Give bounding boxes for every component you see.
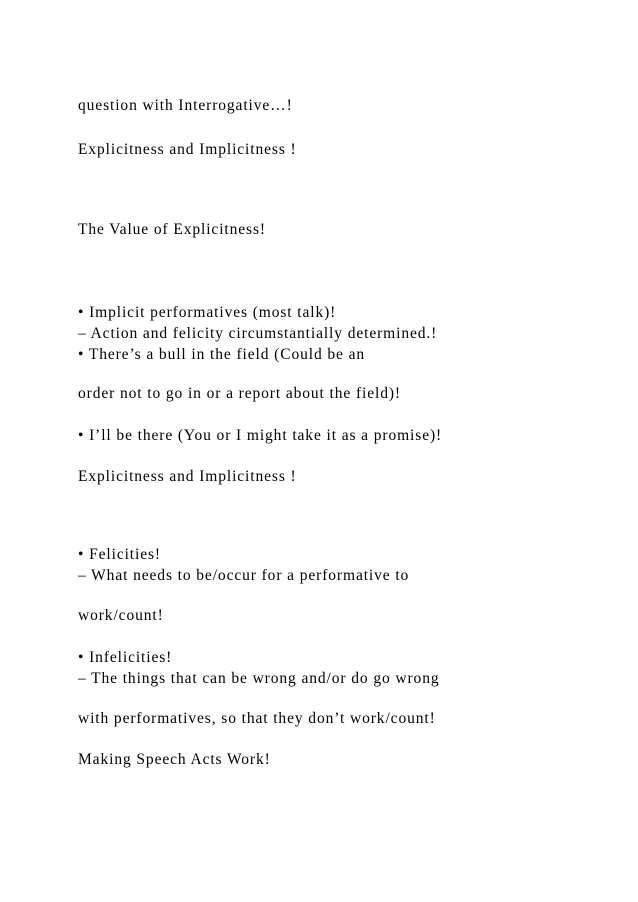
heading-making-speech-acts-work: Making Speech Acts Work!	[78, 751, 271, 768]
subbullet-things-wrong: – The things that can be wrong and/or do go wrong	[78, 670, 440, 687]
bullet-ill-be-there: • I’ll be there (You or I might take it as a promise)!	[78, 427, 443, 444]
bullet-felicities: • Felicities!	[78, 546, 161, 563]
heading-value-of-explicitness: The Value of Explicitness!	[78, 221, 266, 238]
text-line-interrogative: question with Interrogative…!	[78, 97, 293, 114]
bullet-infelicities: • Infelicities!	[78, 649, 173, 666]
heading-explicitness-implicitness-2: Explicitness and Implicitness !	[78, 468, 297, 485]
bullet-bull-in-field: • There’s a bull in the field (Could be an	[78, 346, 366, 363]
heading-explicitness-implicitness: Explicitness and Implicitness !	[78, 141, 297, 158]
subbullet-what-needs: – What needs to be/occur for a performative to	[78, 567, 410, 584]
text-line-with-performatives: with performatives, so that they don’t work/count!	[78, 710, 436, 727]
text-line-work-count: work/count!	[78, 607, 164, 624]
bullet-implicit-performatives: • Implicit performatives (most talk)!	[78, 304, 337, 321]
text-line-order-report: order not to go in or a report about the field)!	[78, 385, 401, 402]
subbullet-action-felicity: – Action and felicity circumstantially determined.!	[78, 325, 438, 342]
